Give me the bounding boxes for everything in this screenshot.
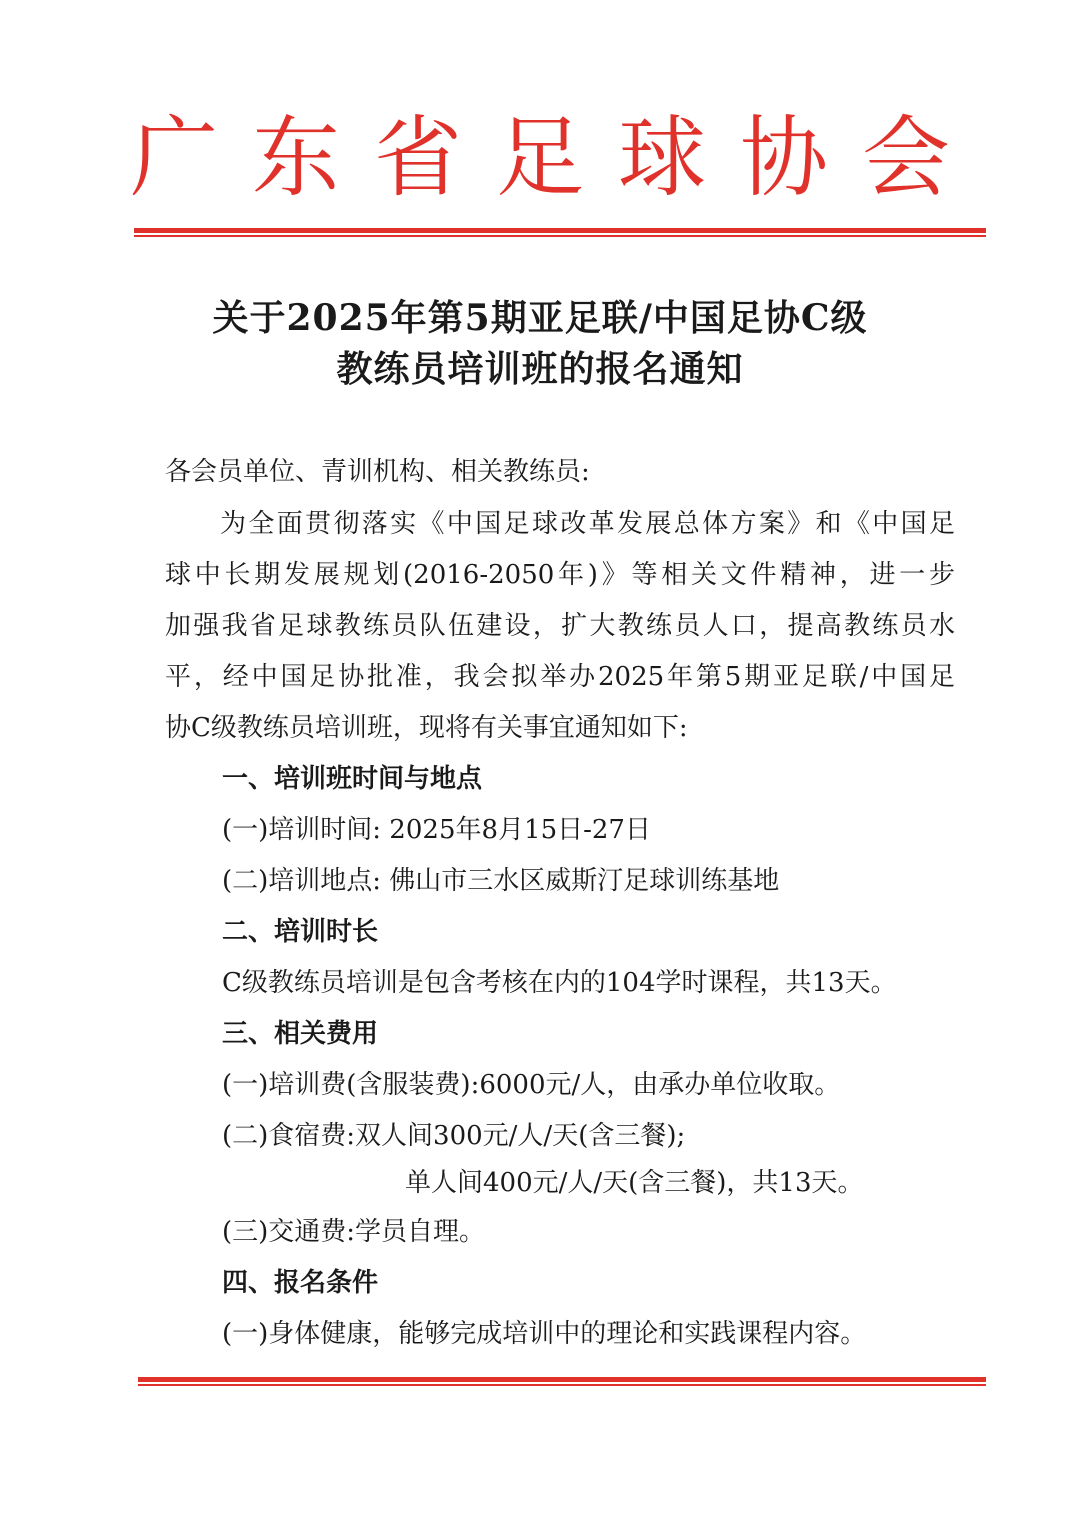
salutation: 各会员单位、青训机构、相关教练员: <box>165 457 590 487</box>
divider-thin-line <box>134 235 986 237</box>
header-divider <box>134 228 986 237</box>
divider-thick-line <box>134 228 986 233</box>
section-3-item-3: (三)交通费:学员自理。 <box>222 1217 486 1247</box>
section-4-item-1: (一)身体健康，能够完成培训中的理论和实践课程内容。 <box>222 1319 867 1349</box>
organization-header: 广东省足球协会 <box>129 106 984 209</box>
intro-line-3: 加强我省足球教练员队伍建设，扩大教练员人口，提高教练员水 <box>165 611 955 641</box>
section-4-heading: 四、报名条件 <box>222 1268 379 1298</box>
document-title-line-2: 教练员培训班的报名通知 <box>336 348 744 390</box>
section-3-item-1: (一)培训费(含服装费):6000元/人，由承办单位收取。 <box>222 1070 841 1100</box>
divider-thin-line <box>138 1384 986 1386</box>
document-title-line-1: 关于2025年第5期亚足联/中国足协C级 <box>212 297 868 339</box>
intro-line-5: 协C级教练员培训班，现将有关事宜通知如下: <box>165 713 688 743</box>
section-3-item-2: (二)食宿费:双人间300元/人/天(含三餐); <box>222 1121 686 1151</box>
section-1-item-2: (二)培训地点: 佛山市三水区威斯汀足球训练基地 <box>222 866 780 896</box>
section-3-heading: 三、相关费用 <box>222 1019 379 1049</box>
section-1-item-1: (一)培训时间: 2025年8月15日-27日 <box>222 815 651 845</box>
section-2-text: C级教练员培训是包含考核在内的104学时课程，共13天。 <box>222 968 897 998</box>
intro-line-1: 为全面贯彻落实《中国足球改革发展总体方案》和《中国足 <box>220 509 955 539</box>
divider-thick-line <box>138 1377 986 1382</box>
section-2-heading: 二、培训时长 <box>222 917 379 947</box>
footer-divider <box>138 1377 986 1386</box>
intro-line-4: 平，经中国足协批准，我会拟举办2025年第5期亚足联/中国足 <box>165 662 955 692</box>
intro-line-2: 球中长期发展规划(2016-2050年)》等相关文件精神，进一步 <box>165 560 955 590</box>
section-1-heading: 一、培训班时间与地点 <box>222 764 483 794</box>
section-3-item-2-continued: 单人间400元/人/天(含三餐)，共13天。 <box>405 1168 864 1198</box>
